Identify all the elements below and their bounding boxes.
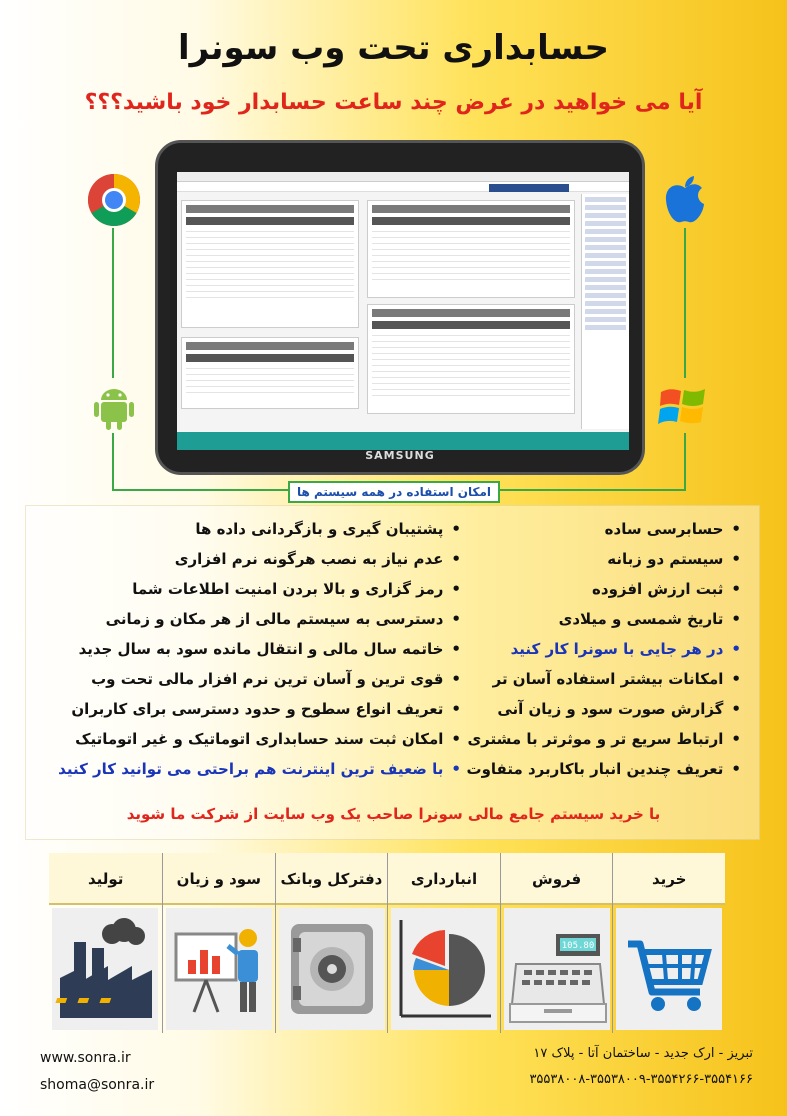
- app-sidebar: [581, 194, 629, 429]
- feature-item: • ارتباط سریع تر و موثرتر با مشتری: [467, 724, 741, 754]
- tablet-brand: SAMSUNG: [365, 449, 435, 462]
- feature-item: • تعریف چندین انبار باکاربرد متفاوت: [467, 754, 741, 784]
- feature-item: • قوی ترین و آسان ترین نرم افزار مالی تحت وب: [58, 664, 461, 694]
- app-footer: [177, 432, 629, 450]
- page-subtitle: آیا می خواهید در عرض چند ساعت حسابدار خود باشید؟؟؟: [84, 90, 703, 115]
- category-profit-loss: [162, 853, 275, 1033]
- feature-item: • خاتمه سال مالی و انتقال مانده سود به سال جدید: [58, 634, 461, 664]
- feature-item: • در هر جایی با سونرا کار کنید: [467, 634, 741, 664]
- feature-item: • حسابرسی ساده: [467, 514, 741, 544]
- features-box: [25, 505, 760, 840]
- features-left-list: [58, 514, 461, 784]
- feature-item: • گزارش صورت سود و زیان آنی: [467, 694, 741, 724]
- email-link[interactable]: shoma@sonra.ir: [40, 1077, 155, 1093]
- feature-item: • تاریخ شمسی و میلادی: [467, 604, 741, 634]
- app-table-panel: [181, 200, 359, 328]
- feature-item: • ثبت ارزش افزوده: [467, 574, 741, 604]
- presentation-icon: [166, 908, 272, 1030]
- chrome-icon: [86, 172, 142, 228]
- category-label: خرید: [613, 853, 725, 905]
- feature-item: • دسترسی به سیستم مالی از هر مکان و زمانی: [58, 604, 461, 634]
- app-header: [177, 182, 629, 192]
- category-label: دفترکل وبانک: [276, 853, 388, 905]
- tablet-mockup: [155, 140, 645, 475]
- register-display: 105.80: [561, 941, 595, 951]
- shopping-cart-icon: [616, 908, 722, 1030]
- category-label: انبارداری: [388, 853, 500, 905]
- category-ledger-bank: [275, 853, 388, 1033]
- factory-icon: [52, 908, 158, 1030]
- feature-item: • تعریف انواع سطوح و حدود دسترسی برای کاربران: [58, 694, 461, 724]
- category-strip: [49, 853, 725, 1033]
- category-buy: [612, 853, 725, 1033]
- app-customers-panel: [367, 200, 575, 298]
- address-text: تبریز - ارک جدید - ساختمان آتا - پلاک ۱۷: [533, 1046, 753, 1061]
- android-icon: [86, 378, 142, 434]
- category-production: [49, 853, 162, 1033]
- app-notes-panel: [181, 337, 359, 409]
- platform-caption: امکان استفاده در همه سیستم ها: [288, 481, 500, 503]
- category-sell: [500, 853, 613, 1033]
- feature-item: • امکانات بیشتر استفاده آسان تر: [467, 664, 741, 694]
- windows-icon: [655, 378, 711, 434]
- app-inventory-panel: [367, 304, 575, 414]
- cash-register-icon: [504, 908, 610, 1030]
- page-title: حسابداری تحت وب سونرا: [177, 28, 610, 68]
- feature-item: • پشتیبان گیری و بازگردانی داده ها: [58, 514, 461, 544]
- category-label: فروش: [501, 853, 613, 905]
- safe-icon: [279, 908, 385, 1030]
- category-label: سود و زیان: [163, 853, 275, 905]
- phone-numbers: ۳۵۵۳۸۰۰۸-۳۵۵۳۸۰۰۹-۳۵۵۴۲۶۶-۳۵۵۴۱۶۶: [529, 1072, 753, 1087]
- app-menu-bar: [177, 172, 629, 182]
- connector-right: [684, 228, 686, 378]
- website-link[interactable]: www.sonra.ir: [40, 1050, 131, 1066]
- feature-item: • امکان ثبت سند حسابداری اتوماتیک و غیر اتوماتیک: [58, 724, 461, 754]
- feature-item: • رمز گزاری و بالا بردن امنیت اطلاعات شما: [58, 574, 461, 604]
- feature-item: • عدم نیاز به نصب هرگونه نرم افزاری: [58, 544, 461, 574]
- features-right-list: [467, 514, 741, 784]
- pie-chart-icon: [391, 908, 497, 1030]
- category-label: تولید: [49, 853, 162, 905]
- category-warehouse: [387, 853, 500, 1033]
- feature-item: • سیستم دو زبانه: [467, 544, 741, 574]
- tablet-screen: [177, 172, 629, 450]
- feature-item: • با ضعیف ترین اینترنت هم براحتی می توانید کار کنید: [58, 754, 461, 784]
- promo-text: با خرید سیستم جامع مالی سونرا صاحب یک وب سایت از شرکت ما شوید: [126, 805, 661, 823]
- apple-icon: [657, 172, 713, 228]
- connector-left: [112, 228, 114, 378]
